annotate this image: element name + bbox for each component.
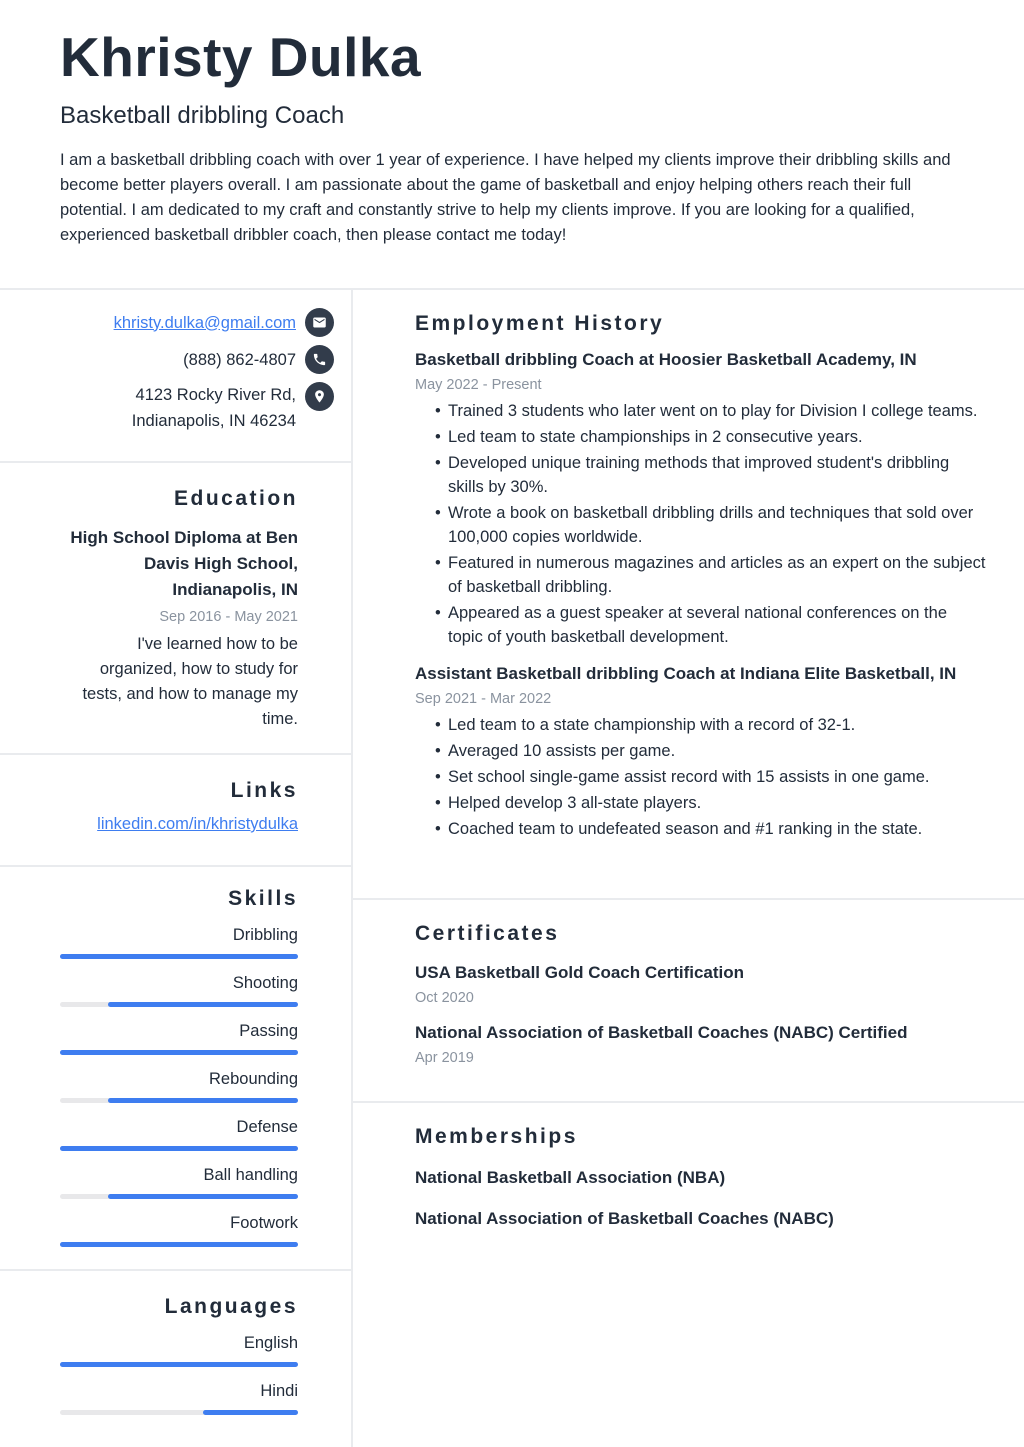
- language-name: Hindi: [260, 1382, 298, 1400]
- certificate-title: National Association of Basketball Coaches (NABC) Certified: [415, 1023, 908, 1042]
- language-bar: [60, 1362, 298, 1367]
- skill-name: Footwork: [230, 1214, 298, 1232]
- contact-address-row: [20, 382, 334, 434]
- skill-item: [60, 1068, 298, 1103]
- membership-item: National Basketball Association (NBA): [415, 1168, 726, 1187]
- skill-name: Ball handling: [203, 1166, 298, 1184]
- skill-bar-fill: [108, 1098, 298, 1103]
- email-icon: [305, 308, 334, 337]
- certificate-title: USA Basketball Gold Coach Certification: [415, 963, 745, 982]
- skill-bar: [60, 1242, 298, 1247]
- bullet-list: [415, 713, 986, 841]
- skill-bar: [60, 1002, 298, 1007]
- language-item: [60, 1332, 298, 1367]
- language-bar: [60, 1410, 298, 1415]
- education-dates: Sep 2016 - May 2021: [159, 609, 298, 625]
- certificates-heading: Certificates: [415, 922, 560, 945]
- bullet-item: • Averaged 10 assists per game.: [415, 739, 986, 763]
- bullet-item: • Trained 3 students who later went on to play for Division I college teams.: [415, 399, 986, 423]
- email-link[interactable]: khristy.dulka@gmail.com: [113, 313, 296, 332]
- language-item: [60, 1380, 298, 1415]
- education-degree: High School Diploma at Ben Davis High School, Indianapolis, IN: [70, 528, 298, 599]
- skill-bar: [60, 1050, 298, 1055]
- job-title: Assistant Basketball dribbling Coach at Indiana Elite Basketball, IN: [415, 664, 957, 683]
- certificates-section: [353, 900, 1024, 1103]
- bullet-item: • Led team to a state championship with a record of 32-1.: [415, 713, 986, 737]
- education-description: I've learned how to be organized, how to study for tests, and how to manage my time.: [82, 635, 298, 728]
- skill-bar-fill: [108, 1194, 298, 1199]
- address-line1: 4123 Rocky River Rd,: [135, 386, 296, 404]
- skill-item: [60, 1116, 298, 1151]
- skills-section: [0, 867, 351, 1271]
- memberships-heading: Memberships: [415, 1125, 578, 1148]
- language-name: English: [243, 1334, 298, 1352]
- bullet-item: • Set school single-game assist record with 15 assists in one game.: [415, 765, 986, 789]
- job-dates: May 2022 - Present: [415, 377, 542, 393]
- header: [0, 0, 1024, 290]
- skill-item: [60, 1020, 298, 1055]
- language-bar-fill: [203, 1410, 298, 1415]
- skill-bar-fill: [60, 1242, 298, 1247]
- bullet-item: • Led team to state championships in 2 consecutive years.: [415, 425, 986, 449]
- certificate-date: Apr 2019: [415, 1050, 474, 1066]
- skill-name: Dribbling: [232, 926, 298, 944]
- skills-heading: Skills: [228, 887, 298, 910]
- bullet-item: • Appeared as a guest speaker at several national conferences on the topic of youth basketball development.: [415, 601, 986, 649]
- memberships-section: [353, 1103, 1024, 1447]
- skill-item: [60, 1164, 298, 1199]
- content-columns: [0, 290, 1024, 1447]
- location-icon: [305, 382, 334, 411]
- skill-item: [60, 1212, 298, 1247]
- skill-name: Passing: [239, 1022, 298, 1040]
- sidebar: [0, 290, 353, 1447]
- skill-name: Defense: [236, 1118, 298, 1136]
- address-line2: Indianapolis, IN 46234: [131, 412, 296, 430]
- address: [132, 382, 296, 434]
- person-job-title: Basketball dribbling Coach: [60, 102, 345, 129]
- education-section: [0, 463, 351, 755]
- linkedin-link[interactable]: linkedin.com/in/khristydulka: [97, 815, 298, 833]
- membership-item: National Association of Basketball Coaches (NABC): [415, 1209, 834, 1228]
- bullet-list: [415, 399, 986, 649]
- bullet-item: • Developed unique training methods that improved student's dribbling skills by 30%.: [415, 451, 986, 499]
- contact-section: [0, 290, 351, 463]
- bullet-item: • Wrote a book on basketball dribbling drills and techniques that sold over 100,000 copies worldwide.: [415, 501, 986, 549]
- employment-heading: Employment History: [415, 312, 665, 335]
- links-section: [0, 755, 351, 867]
- skill-bar: [60, 1146, 298, 1151]
- links-heading: Links: [230, 779, 298, 802]
- phone-number: (888) 862-4807: [183, 350, 296, 369]
- skill-item: [60, 924, 298, 959]
- certificate-item: [415, 1021, 986, 1066]
- job-entry: [415, 347, 986, 649]
- email-text: [114, 310, 296, 336]
- skill-bar-fill: [60, 954, 298, 959]
- job-entry: [415, 661, 986, 841]
- profile-summary: I am a basketball dribbling coach with over 1 year of experience. I have helped my clients improve their dribbling skills and become better players overall. I am passionate about the game of basketball and enjoy helping others reach their full potential. I am dedicated to my craft and constantly strive to help my clients improve. If you are looking for a qualified, experienced basketball dribbler coach, then please contact me today!: [60, 151, 951, 244]
- skill-bar-fill: [60, 1050, 298, 1055]
- skill-bar-fill: [60, 1146, 298, 1151]
- education-heading: Education: [173, 487, 298, 510]
- contact-email-row: [20, 308, 334, 337]
- phone-icon: [305, 345, 334, 374]
- languages-section: [0, 1271, 351, 1447]
- bullet-item: • Coached team to undefeated season and #1 ranking in the state.: [415, 817, 986, 841]
- certificate-item: [415, 961, 986, 1006]
- skill-bar: [60, 1098, 298, 1103]
- employment-section: [353, 290, 1024, 900]
- contact-phone-row: [20, 345, 334, 374]
- bullet-item: • Helped develop 3 all-state players.: [415, 791, 986, 815]
- skill-bar: [60, 1194, 298, 1199]
- person-name: Khristy Dulka: [60, 26, 422, 88]
- skill-bar-fill: [108, 1002, 298, 1007]
- skill-name: Rebounding: [209, 1070, 298, 1088]
- link-item: [60, 815, 298, 834]
- languages-heading: Languages: [164, 1295, 298, 1318]
- language-bar-fill: [60, 1362, 298, 1367]
- certificate-date: Oct 2020: [415, 990, 474, 1006]
- bullet-item: • Featured in numerous magazines and articles as an expert on the subject of basketball dribbling.: [415, 551, 986, 599]
- job-dates: Sep 2021 - Mar 2022: [415, 691, 552, 707]
- skill-item: [60, 972, 298, 1007]
- skill-name: Shooting: [232, 974, 298, 992]
- skill-bar: [60, 954, 298, 959]
- main-column: [353, 290, 1024, 1447]
- job-title: Basketball dribbling Coach at Hoosier Basketball Academy, IN: [415, 350, 917, 369]
